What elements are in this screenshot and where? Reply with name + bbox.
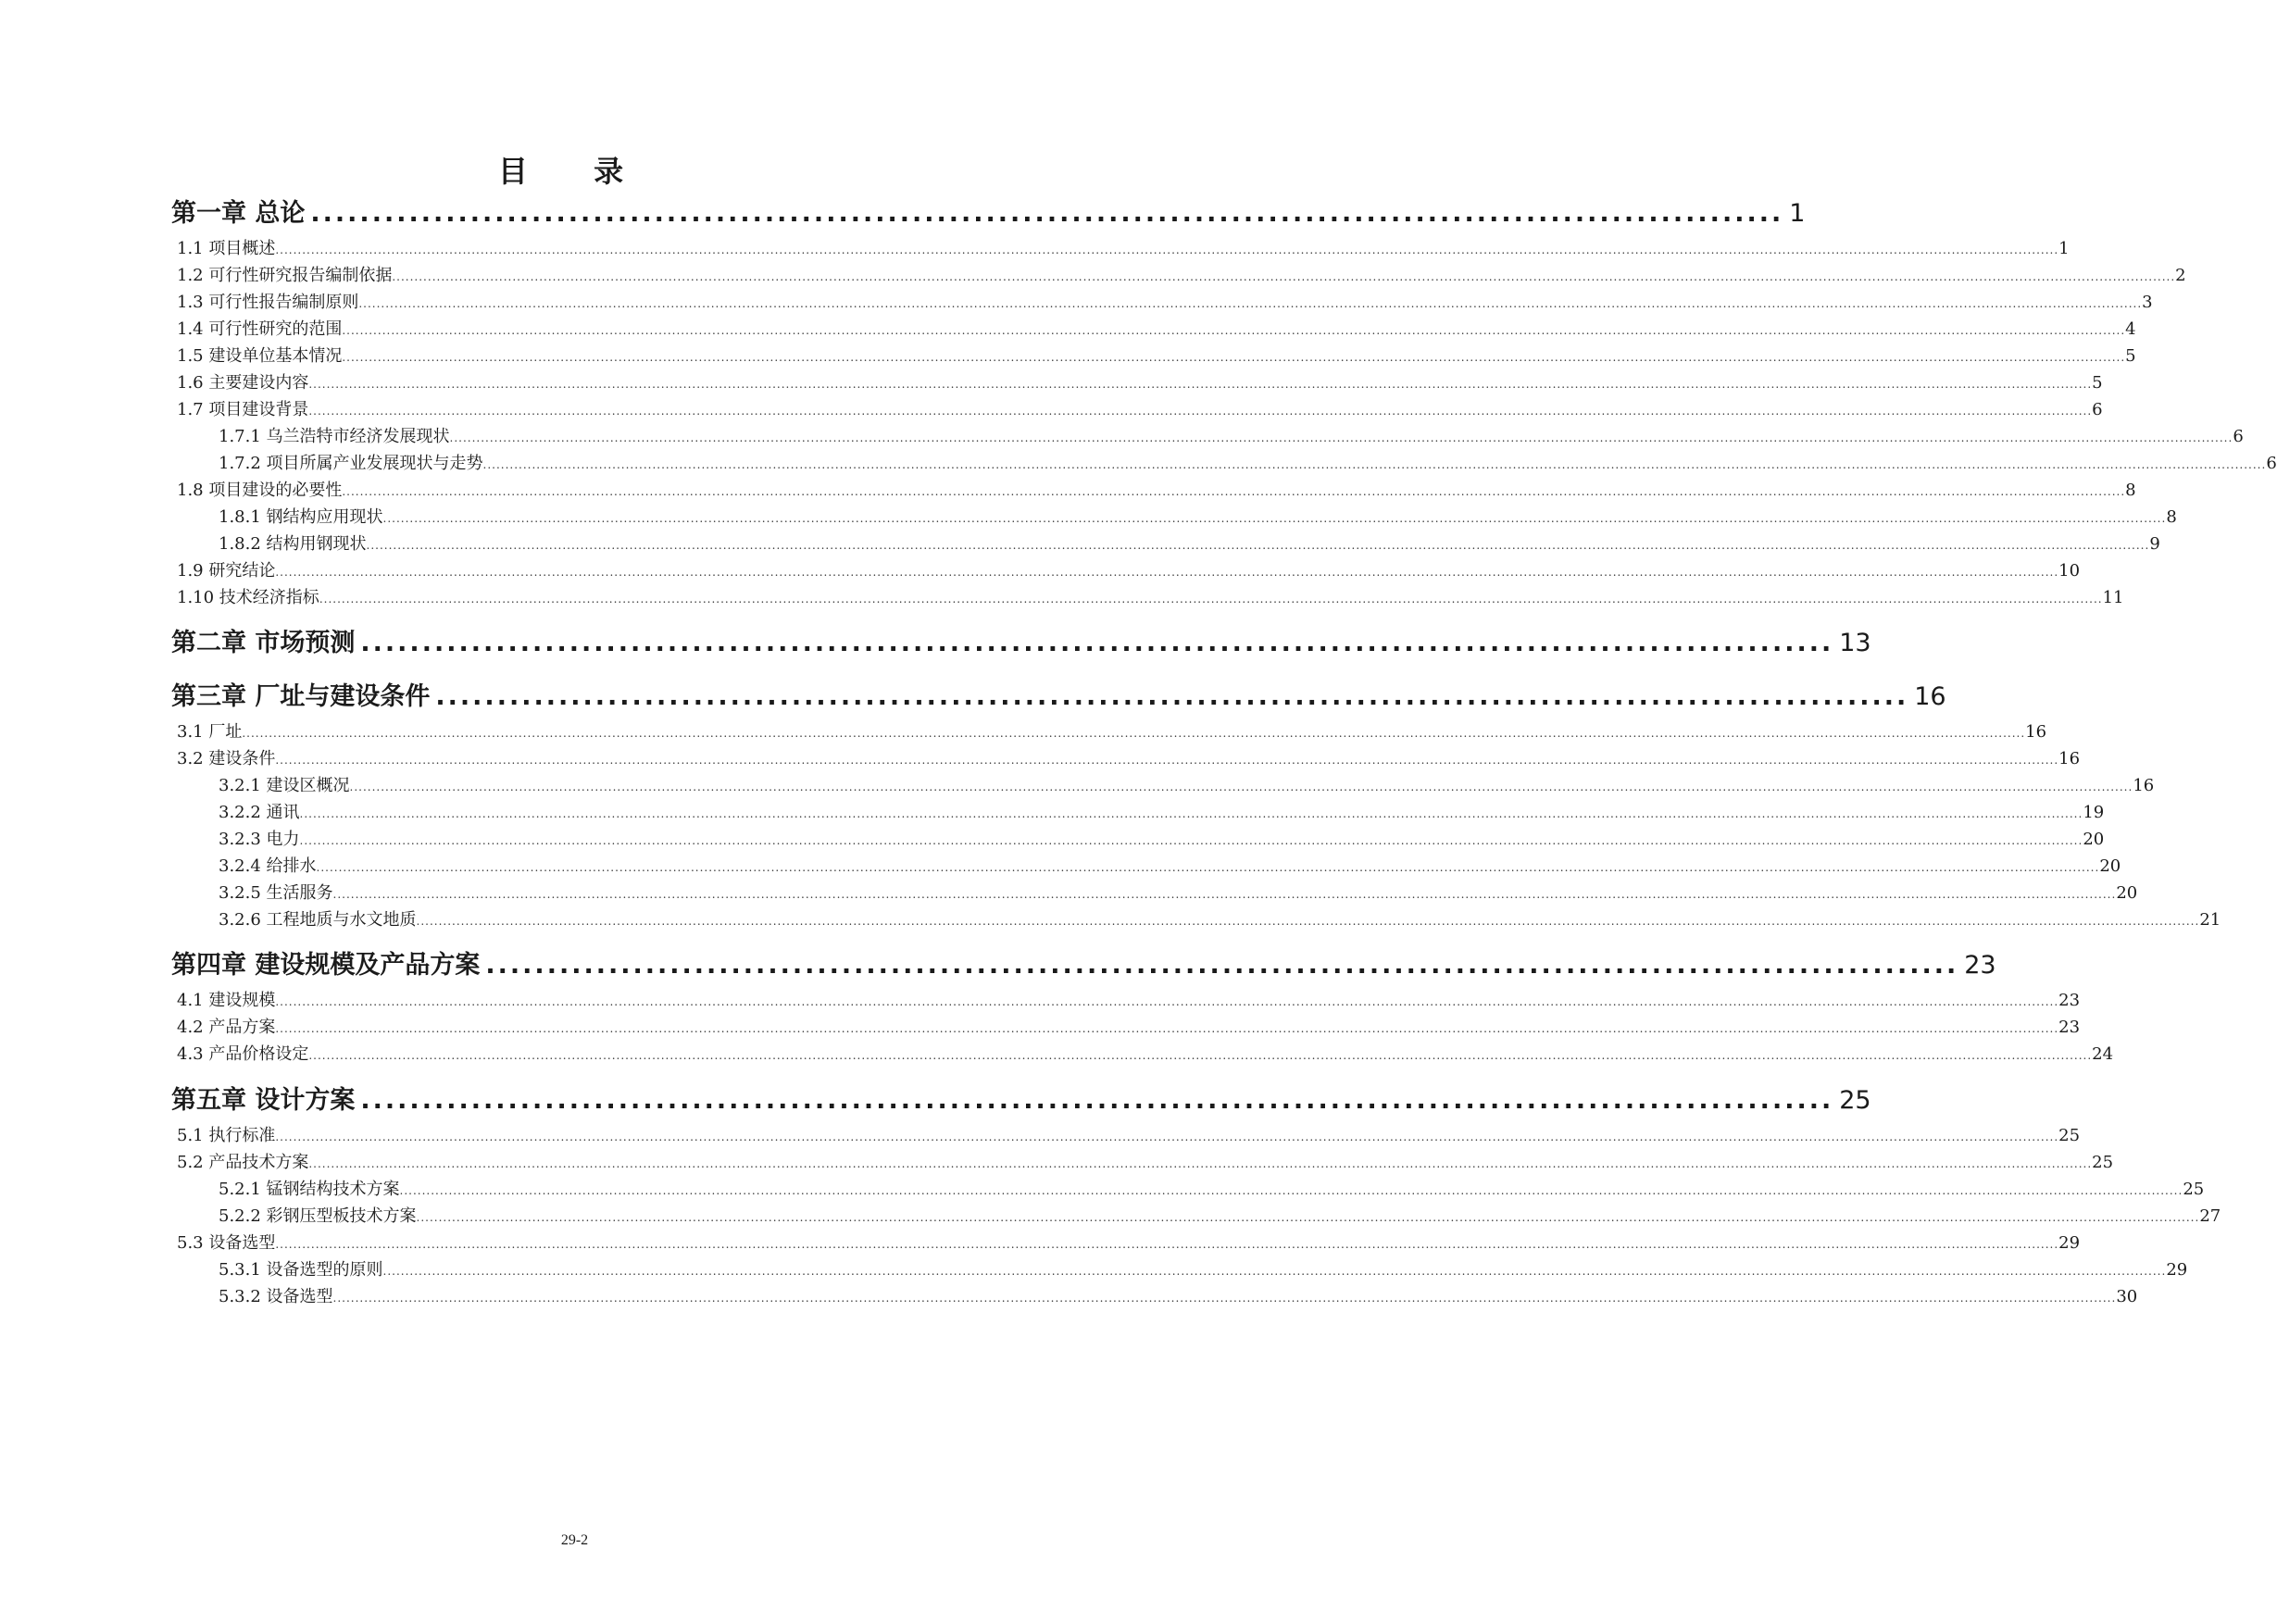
toc-subsection-entry[interactable] [219, 853, 2121, 877]
toc-leader-dots: ................................................................................................................................................................................................................................................................................................................................................................................................................ [342, 485, 2126, 498]
toc-leader-dots: ................................................................................................................................................................................................................................................................................................................................................................................................................ [342, 324, 2126, 337]
toc-entry-label: 5.2.2 彩钢压型板技术方案 [219, 1206, 417, 1226]
toc-page-number: 27 [2199, 1206, 2221, 1226]
toc-leader-dots: ........................................................................................................................ [310, 199, 1784, 228]
toc-section-entry[interactable] [177, 1149, 2114, 1173]
toc-page-number: 3 [2142, 293, 2153, 312]
toc-leader-dots: ................................................................................................................................................................................................................................................................................................................................................................................................................ [299, 834, 2083, 847]
toc-leader-dots: ................................................................................................................................................................................................................................................................................................................................................................................................................ [349, 781, 2133, 793]
toc-entry-label: 4.3 产品价格设定 [177, 1044, 309, 1064]
toc-page-number: 25 [2183, 1180, 2205, 1199]
toc-section-entry[interactable] [177, 369, 2103, 394]
toc-leader-dots: ................................................................................................................................................................................................................................................................................................................................................................................................................ [392, 270, 2176, 283]
toc-leader-dots: ................................................................................................................................................................................................................................................................................................................................................................................................................ [299, 807, 2083, 820]
toc-leader-dots: ................................................................................................................................................................................................................................................................................................................................................................................................................ [275, 244, 2059, 256]
toc-page-number: 23 [2058, 1018, 2081, 1037]
toc-page-number: 1 [2058, 239, 2070, 258]
toc-entry-label: 1.7.2 项目所属产业发展现状与走势 [219, 454, 483, 473]
toc-subsection-entry[interactable] [219, 1176, 2205, 1200]
toc-entry-label: 5.3.2 设备选型 [219, 1287, 333, 1306]
toc-leader-dots: ........................................................................................................................ [435, 682, 1909, 711]
toc-subsection-entry[interactable] [219, 826, 2105, 850]
toc-section-entry[interactable] [177, 477, 2136, 501]
toc-section-entry[interactable] [177, 235, 2070, 259]
toc-section-entry[interactable] [177, 1122, 2081, 1146]
toc-page-number: 6 [2233, 427, 2244, 446]
page-number: 29-2 [560, 1532, 589, 1548]
toc-section-entry[interactable] [177, 316, 2136, 340]
toc-chapter-entry[interactable] [171, 193, 1806, 229]
toc-entry-label: 3.1 厂址 [177, 722, 243, 742]
toc-section-entry[interactable] [177, 557, 2081, 581]
toc-page-number: 24 [2092, 1044, 2114, 1064]
toc-leader-dots: ................................................................................................................................................................................................................................................................................................................................................................................................................ [366, 539, 2150, 552]
toc-page-number: 20 [2099, 856, 2121, 876]
toc-leader-dots: ................................................................................................................................................................................................................................................................................................................................................................................................................ [332, 888, 2117, 901]
toc-subsection-entry[interactable] [219, 450, 2277, 474]
toc-leader-dots: ........................................................................................................................ [360, 1086, 1834, 1115]
toc-entry-label: 3.2.2 通讯 [219, 803, 300, 822]
toc-leader-dots: ................................................................................................................................................................................................................................................................................................................................................................................................................ [308, 1049, 2093, 1062]
toc-subsection-entry[interactable] [219, 799, 2105, 823]
toc-section-entry[interactable] [177, 343, 2136, 367]
toc-entry-label: 1.10 技术经济指标 [177, 588, 319, 607]
toc-entry-label: 5.3 设备选型 [177, 1233, 276, 1253]
toc-subsection-entry[interactable] [219, 880, 2138, 904]
toc-leader-dots: ................................................................................................................................................................................................................................................................................................................................................................................................................ [275, 566, 2059, 579]
toc-page-number: 20 [2083, 830, 2105, 849]
toc-leader-dots: ................................................................................................................................................................................................................................................................................................................................................................................................................ [416, 1211, 2200, 1224]
toc-entry-label: 1.5 建设单位基本情况 [177, 346, 343, 366]
toc-subsection-entry[interactable] [219, 504, 2177, 528]
toc-entry-label: 第四章 建设规模及产品方案 [171, 951, 481, 980]
toc-section-entry[interactable] [177, 262, 2186, 286]
toc-entry-label: 第二章 市场预测 [171, 629, 356, 657]
toc-page-number: 29 [2058, 1233, 2081, 1253]
toc-leader-dots: ................................................................................................................................................................................................................................................................................................................................................................................................................ [275, 995, 2059, 1008]
toc-entry-label: 1.7 项目建设背景 [177, 400, 309, 419]
toc-page-number: 16 [2058, 749, 2081, 768]
toc-page-number: 25 [2092, 1153, 2114, 1172]
toc-leader-dots: ................................................................................................................................................................................................................................................................................................................................................................................................................ [482, 458, 2267, 471]
toc-entry-label: 5.2.1 锰钢结构技术方案 [219, 1180, 400, 1199]
toc-title: 目 录 [497, 154, 652, 189]
toc-leader-dots: ................................................................................................................................................................................................................................................................................................................................................................................................................ [382, 1265, 2167, 1278]
toc-section-entry[interactable] [177, 987, 2081, 1011]
toc-leader-dots: ................................................................................................................................................................................................................................................................................................................................................................................................................ [308, 1157, 2093, 1170]
toc-page-number: 1 [1789, 199, 1806, 228]
toc-entry-label: 3.2.3 电力 [219, 830, 300, 849]
toc-leader-dots: ................................................................................................................................................................................................................................................................................................................................................................................................................ [399, 1184, 2183, 1197]
toc-leader-dots: ................................................................................................................................................................................................................................................................................................................................................................................................................ [316, 861, 2100, 874]
toc-entry-label: 第一章 总论 [171, 199, 306, 228]
toc-section-entry[interactable] [177, 289, 2153, 313]
toc-entry-label: 1.3 可行性报告编制原则 [177, 293, 359, 312]
toc-entry-label: 5.1 执行标准 [177, 1126, 276, 1145]
toc-leader-dots: ................................................................................................................................................................................................................................................................................................................................................................................................................ [275, 1238, 2059, 1251]
toc-page-number: 29 [2166, 1260, 2188, 1280]
toc-entry-label: 1.8.2 结构用钢现状 [219, 534, 367, 554]
toc-chapter-entry[interactable] [171, 676, 1946, 712]
toc-leader-dots: ........................................................................................................................ [485, 951, 1959, 980]
toc-page-number: 21 [2199, 910, 2221, 930]
toc-entry-label: 3.2.4 给排水 [219, 856, 317, 876]
toc-leader-dots: ................................................................................................................................................................................................................................................................................................................................................................................................................ [319, 593, 2103, 606]
toc-leader-dots: ................................................................................................................................................................................................................................................................................................................................................................................................................ [308, 405, 2093, 418]
toc-page-number: 19 [2083, 803, 2105, 822]
toc-page-number: 6 [2266, 454, 2277, 473]
toc-leader-dots: ................................................................................................................................................................................................................................................................................................................................................................................................................ [342, 351, 2126, 364]
toc-leader-dots: ................................................................................................................................................................................................................................................................................................................................................................................................................ [308, 378, 2093, 391]
toc-entry-label: 1.8 项目建设的必要性 [177, 481, 343, 500]
toc-page-number: 23 [2058, 991, 2081, 1010]
toc-entry-label: 1.4 可行性研究的范围 [177, 319, 343, 339]
toc-leader-dots: ........................................................................................................................ [360, 629, 1834, 657]
toc-entry-label: 第五章 设计方案 [171, 1086, 356, 1115]
toc-leader-dots: ................................................................................................................................................................................................................................................................................................................................................................................................................ [416, 915, 2200, 928]
toc-section-entry[interactable] [177, 1041, 2114, 1065]
toc-entry-label: 第三章 厂址与建设条件 [171, 682, 431, 711]
toc-page-number: 23 [1964, 951, 1996, 980]
toc-page-number: 10 [2058, 561, 2081, 581]
toc-page-number: 8 [2125, 481, 2136, 500]
toc-page-number: 16 [2133, 776, 2155, 795]
toc-subsection-entry[interactable] [219, 531, 2160, 555]
toc-entry-label: 4.1 建设规模 [177, 991, 276, 1010]
toc-page-number: 6 [2092, 400, 2103, 419]
toc-entry-label: 1.7.1 乌兰浩特市经济发展现状 [219, 427, 450, 446]
toc-page-number: 16 [1914, 682, 1946, 711]
toc-leader-dots: ................................................................................................................................................................................................................................................................................................................................................................................................................ [382, 512, 2167, 525]
toc-page-number: 20 [2116, 883, 2138, 903]
toc-page-number: 5 [2092, 373, 2103, 393]
toc-section-entry[interactable] [177, 396, 2103, 420]
toc-leader-dots: ................................................................................................................................................................................................................................................................................................................................................................................................................ [358, 297, 2143, 310]
toc-page-number: 25 [2058, 1126, 2081, 1145]
toc-page-number: 9 [2149, 534, 2160, 554]
toc-entry-label: 1.2 可行性研究报告编制依据 [177, 266, 393, 285]
toc-subsection-entry[interactable] [219, 1283, 2138, 1307]
toc-leader-dots: ................................................................................................................................................................................................................................................................................................................................................................................................................ [449, 431, 2233, 444]
toc-page-number: 13 [1839, 629, 1871, 657]
toc-page-number: 30 [2116, 1287, 2138, 1306]
toc-entry-label: 5.2 产品技术方案 [177, 1153, 309, 1172]
toc-entry-label: 1.1 项目概述 [177, 239, 276, 258]
toc-leader-dots: ................................................................................................................................................................................................................................................................................................................................................................................................................ [275, 754, 2059, 767]
toc-section-entry[interactable] [177, 718, 2047, 743]
toc-page-number: 11 [2102, 588, 2124, 607]
toc-page-number: 4 [2125, 319, 2136, 339]
toc-section-entry[interactable] [177, 745, 2081, 769]
toc-leader-dots: ................................................................................................................................................................................................................................................................................................................................................................................................................ [242, 727, 2026, 740]
toc-entry-label: 1.6 主要建设内容 [177, 373, 309, 393]
toc-entry-label: 1.9 研究结论 [177, 561, 276, 581]
toc-subsection-entry[interactable] [219, 906, 2221, 931]
toc-chapter-entry[interactable] [171, 1080, 1871, 1116]
toc-page-number: 2 [2175, 266, 2186, 285]
toc-page-number: 5 [2125, 346, 2136, 366]
toc-leader-dots: ................................................................................................................................................................................................................................................................................................................................................................................................................ [332, 1292, 2117, 1305]
toc-subsection-entry[interactable] [219, 1256, 2188, 1280]
toc-section-entry[interactable] [177, 1230, 2081, 1254]
toc-entry-label: 3.2 建设条件 [177, 749, 276, 768]
toc-page-number: 8 [2166, 507, 2177, 527]
toc-chapter-entry[interactable] [171, 944, 1996, 981]
toc-entry-label: 4.2 产品方案 [177, 1018, 276, 1037]
toc-entry-label: 3.2.6 工程地质与水文地质 [219, 910, 417, 930]
toc-leader-dots: ................................................................................................................................................................................................................................................................................................................................................................................................................ [275, 1131, 2059, 1143]
toc-page-number: 16 [2025, 722, 2047, 742]
toc-entry-label: 3.2.1 建设区概况 [219, 776, 350, 795]
toc-section-entry[interactable] [177, 584, 2124, 608]
toc-entry-label: 5.3.1 设备选型的原则 [219, 1260, 383, 1280]
toc-subsection-entry[interactable] [219, 1203, 2221, 1227]
toc-section-entry[interactable] [177, 1014, 2081, 1038]
toc-leader-dots: ................................................................................................................................................................................................................................................................................................................................................................................................................ [275, 1022, 2059, 1035]
toc-subsection-entry[interactable] [219, 772, 2155, 796]
toc-chapter-entry[interactable] [171, 622, 1871, 658]
toc-entry-label: 1.8.1 钢结构应用现状 [219, 507, 383, 527]
toc-entry-label: 3.2.5 生活服务 [219, 883, 333, 903]
toc-page-number: 25 [1839, 1086, 1871, 1115]
toc-subsection-entry[interactable] [219, 423, 2244, 447]
